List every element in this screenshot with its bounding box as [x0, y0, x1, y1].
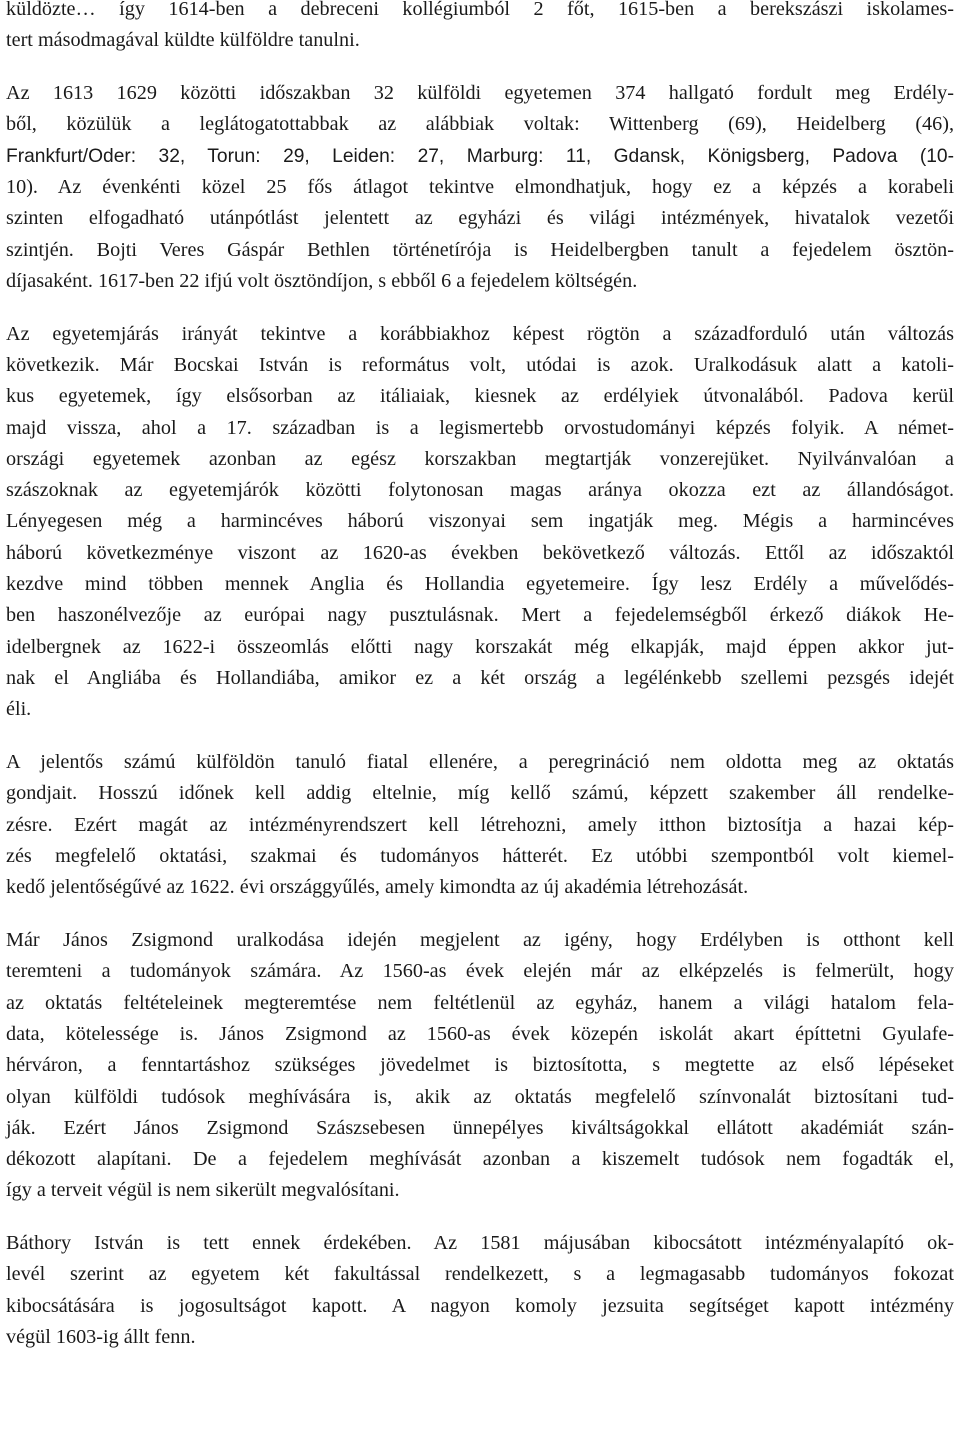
text-line: idelbergnek az 1622-i összeomlás előtti nagy korszakát még elkapják, majd éppen akkor jut-: [6, 635, 954, 658]
paragraph: [6, 925, 954, 1207]
paragraph: [6, 319, 954, 726]
text-line: majd vissza, ahol a 17. században is a legismertebb orvostudományi képzés folyik. A német-: [6, 416, 954, 439]
paragraph-gap: [6, 904, 954, 926]
text-line: data, kötelessége is. János Zsigmond az 1560-as évek közepén iskolát akart építtetni Gyulafe-: [6, 1022, 954, 1045]
text-line: szászoknak az egyetemjárók közötti folytonosan magas aránya okozza ezt az állandóságot.: [6, 479, 954, 502]
text-line: zés megfelelő oktatási, szakmai és tudományos hátterét. Ez utóbbi szempontból volt kiemel-: [6, 844, 954, 867]
text-line: országi egyetemek azonban az egész korszakban megtartják vonzerejüket. Nyilvánvalóan a: [6, 447, 954, 470]
text-line: tert másodmagával küldte külföldre tanulni.: [6, 29, 360, 52]
text-line: nak el Angliába és Hollandiába, amikor ez a két ország a legélénkebb szellemi pezsgés idejét: [6, 666, 954, 689]
text-line: Már János Zsigmond uralkodása idején megjelent az igény, hogy Erdélyben is otthont kell: [6, 929, 954, 952]
text-line: ják. Ezért János Zsigmond Szászsebesen ünnepélyes kiváltságokkal ellátott akadémiát szán-: [6, 1116, 954, 1139]
text-line: gondjait. Hosszú időnek kell addig eltelnie, míg kellő számú, képzett szakember áll rendelke-: [6, 782, 954, 805]
text-line: hérváron, a fenntartáshoz szükséges jövedelmet is biztosította, s megtette az első lépéseket: [6, 1054, 954, 1077]
paragraph-gap: [6, 57, 954, 79]
paragraph: [6, 747, 954, 903]
text-line: A jelentős számú külföldön tanuló fiatal ellenére, a peregrináció nem oldotta meg az oktatás: [6, 751, 954, 774]
text-line: háború következménye viszont az 1620-as években bekövetkező változás. Ettől az időszaktól: [6, 541, 954, 564]
text-line: így a terveit végül is nem sikerült megvalósítani.: [6, 1179, 400, 1202]
text-line: Frankfurt/Oder: 32, Torun: 29, Leiden: 27, Marburg: 11, Gdansk, Königsberg, Padova (10-: [6, 145, 954, 167]
text-line: következik. Már Bocskai István is református volt, utódai is azok. Uralkodásuk alatt a katoli-: [6, 353, 954, 376]
text-line: kus egyetemek, így elsősorban az itáliaiak, kiesnek az erdélyiek útvonalából. Padova kerül: [6, 385, 954, 408]
text-line: ből, közülük a leglátogatottabbak az alábbiak voltak: Wittenberg (69), Heidelberg (46),: [6, 113, 954, 136]
text-line: olyan külföldi tudósok meghívására is, akik az oktatás megfelelő színvonalát biztosítani tud-: [6, 1085, 954, 1108]
text-line: dékozott alapítani. De a fejedelem meghívását azonban a kiszemelt tudósok nem fogadták el,: [6, 1148, 954, 1171]
text-line: végül 1603-ig állt fenn.: [6, 1326, 196, 1349]
text-line: kezdve mind többen mennek Anglia és Hollandia egyetemeire. Így lesz Erdély a művelődés-: [6, 573, 954, 596]
text-line: díjasaként. 1617-ben 22 ifjú volt ösztöndíjon, s ebből 6 a fejedelem költségén.: [6, 269, 638, 292]
text-line: Az 1613 1629 közötti időszakban 32 külföldi egyetemen 374 hallgató fordult meg Erdély-: [6, 82, 954, 105]
text-line: zésre. Ezért magát az intézményrendszert kell létrehozni, amely itthon biztosítja a hazai kép-: [6, 813, 954, 836]
text-line: az oktatás feltételeinek megteremtése nem feltétlenül az egyház, hanem a világi hatalom fela-: [6, 991, 954, 1014]
text-line: szinten elfogadható utánpótlást jelentett az egyházi és világi intézmények, hivatalok vezetői: [6, 207, 954, 230]
paragraph-gap: [6, 1207, 954, 1229]
text-line: ben haszonélvezője az európai nagy pusztulásnak. Mert a fejedelemségből érkező diákok He-: [6, 604, 954, 627]
text-line: kedő jelentőségűvé az 1622. évi országgyűlés, amely kimondta az új akadémia létrehozását.: [6, 876, 749, 899]
text-line: teremteni a tudományok számára. Az 1560-as évek elején már az elképzelés is felmerült, hogy: [6, 960, 954, 983]
text-line: Az egyetemjárás irányát tekintve a korábbiakhoz képest rögtön a századforduló után változás: [6, 322, 954, 345]
paragraph: [6, 0, 954, 57]
text-line: levél szerint az egyetem két fakultással rendelkezett, s a legmagasabb tudományos fokozat: [6, 1263, 954, 1286]
paragraph-gap: [6, 297, 954, 319]
paragraph-gap: [6, 726, 954, 748]
text-line: kibocsátására is jogosultságot kapott. A nagyon komoly jezsuita segítséget kapott intézmény: [6, 1294, 954, 1317]
text-line: 10). Az évenkénti közel 25 fős átlagot tekintve elmondhatjuk, hogy ez a képzés a korabeli: [6, 175, 954, 198]
text-line: Lényegesen még a harmincéves háború viszonyai sem ingatják meg. Mégis a harmincéves: [6, 510, 954, 533]
text-line: szintjén. Bojti Veres Gáspár Bethlen történetírója is Heidelbergben tanult a fejedelem ösztön-: [6, 238, 954, 261]
text-line: küldözte… így 1614-ben a debreceni kollégiumból 2 főt, 1615-ben a berekszászi iskolames-: [6, 0, 954, 20]
text-line: Báthory István is tett ennek érdekében. Az 1581 májusában kibocsátott intézményalapító ok-: [6, 1232, 954, 1255]
document-page: [6, 0, 954, 1353]
paragraph: [6, 1228, 954, 1353]
text-line: éli.: [6, 698, 32, 721]
paragraph: [6, 78, 954, 297]
